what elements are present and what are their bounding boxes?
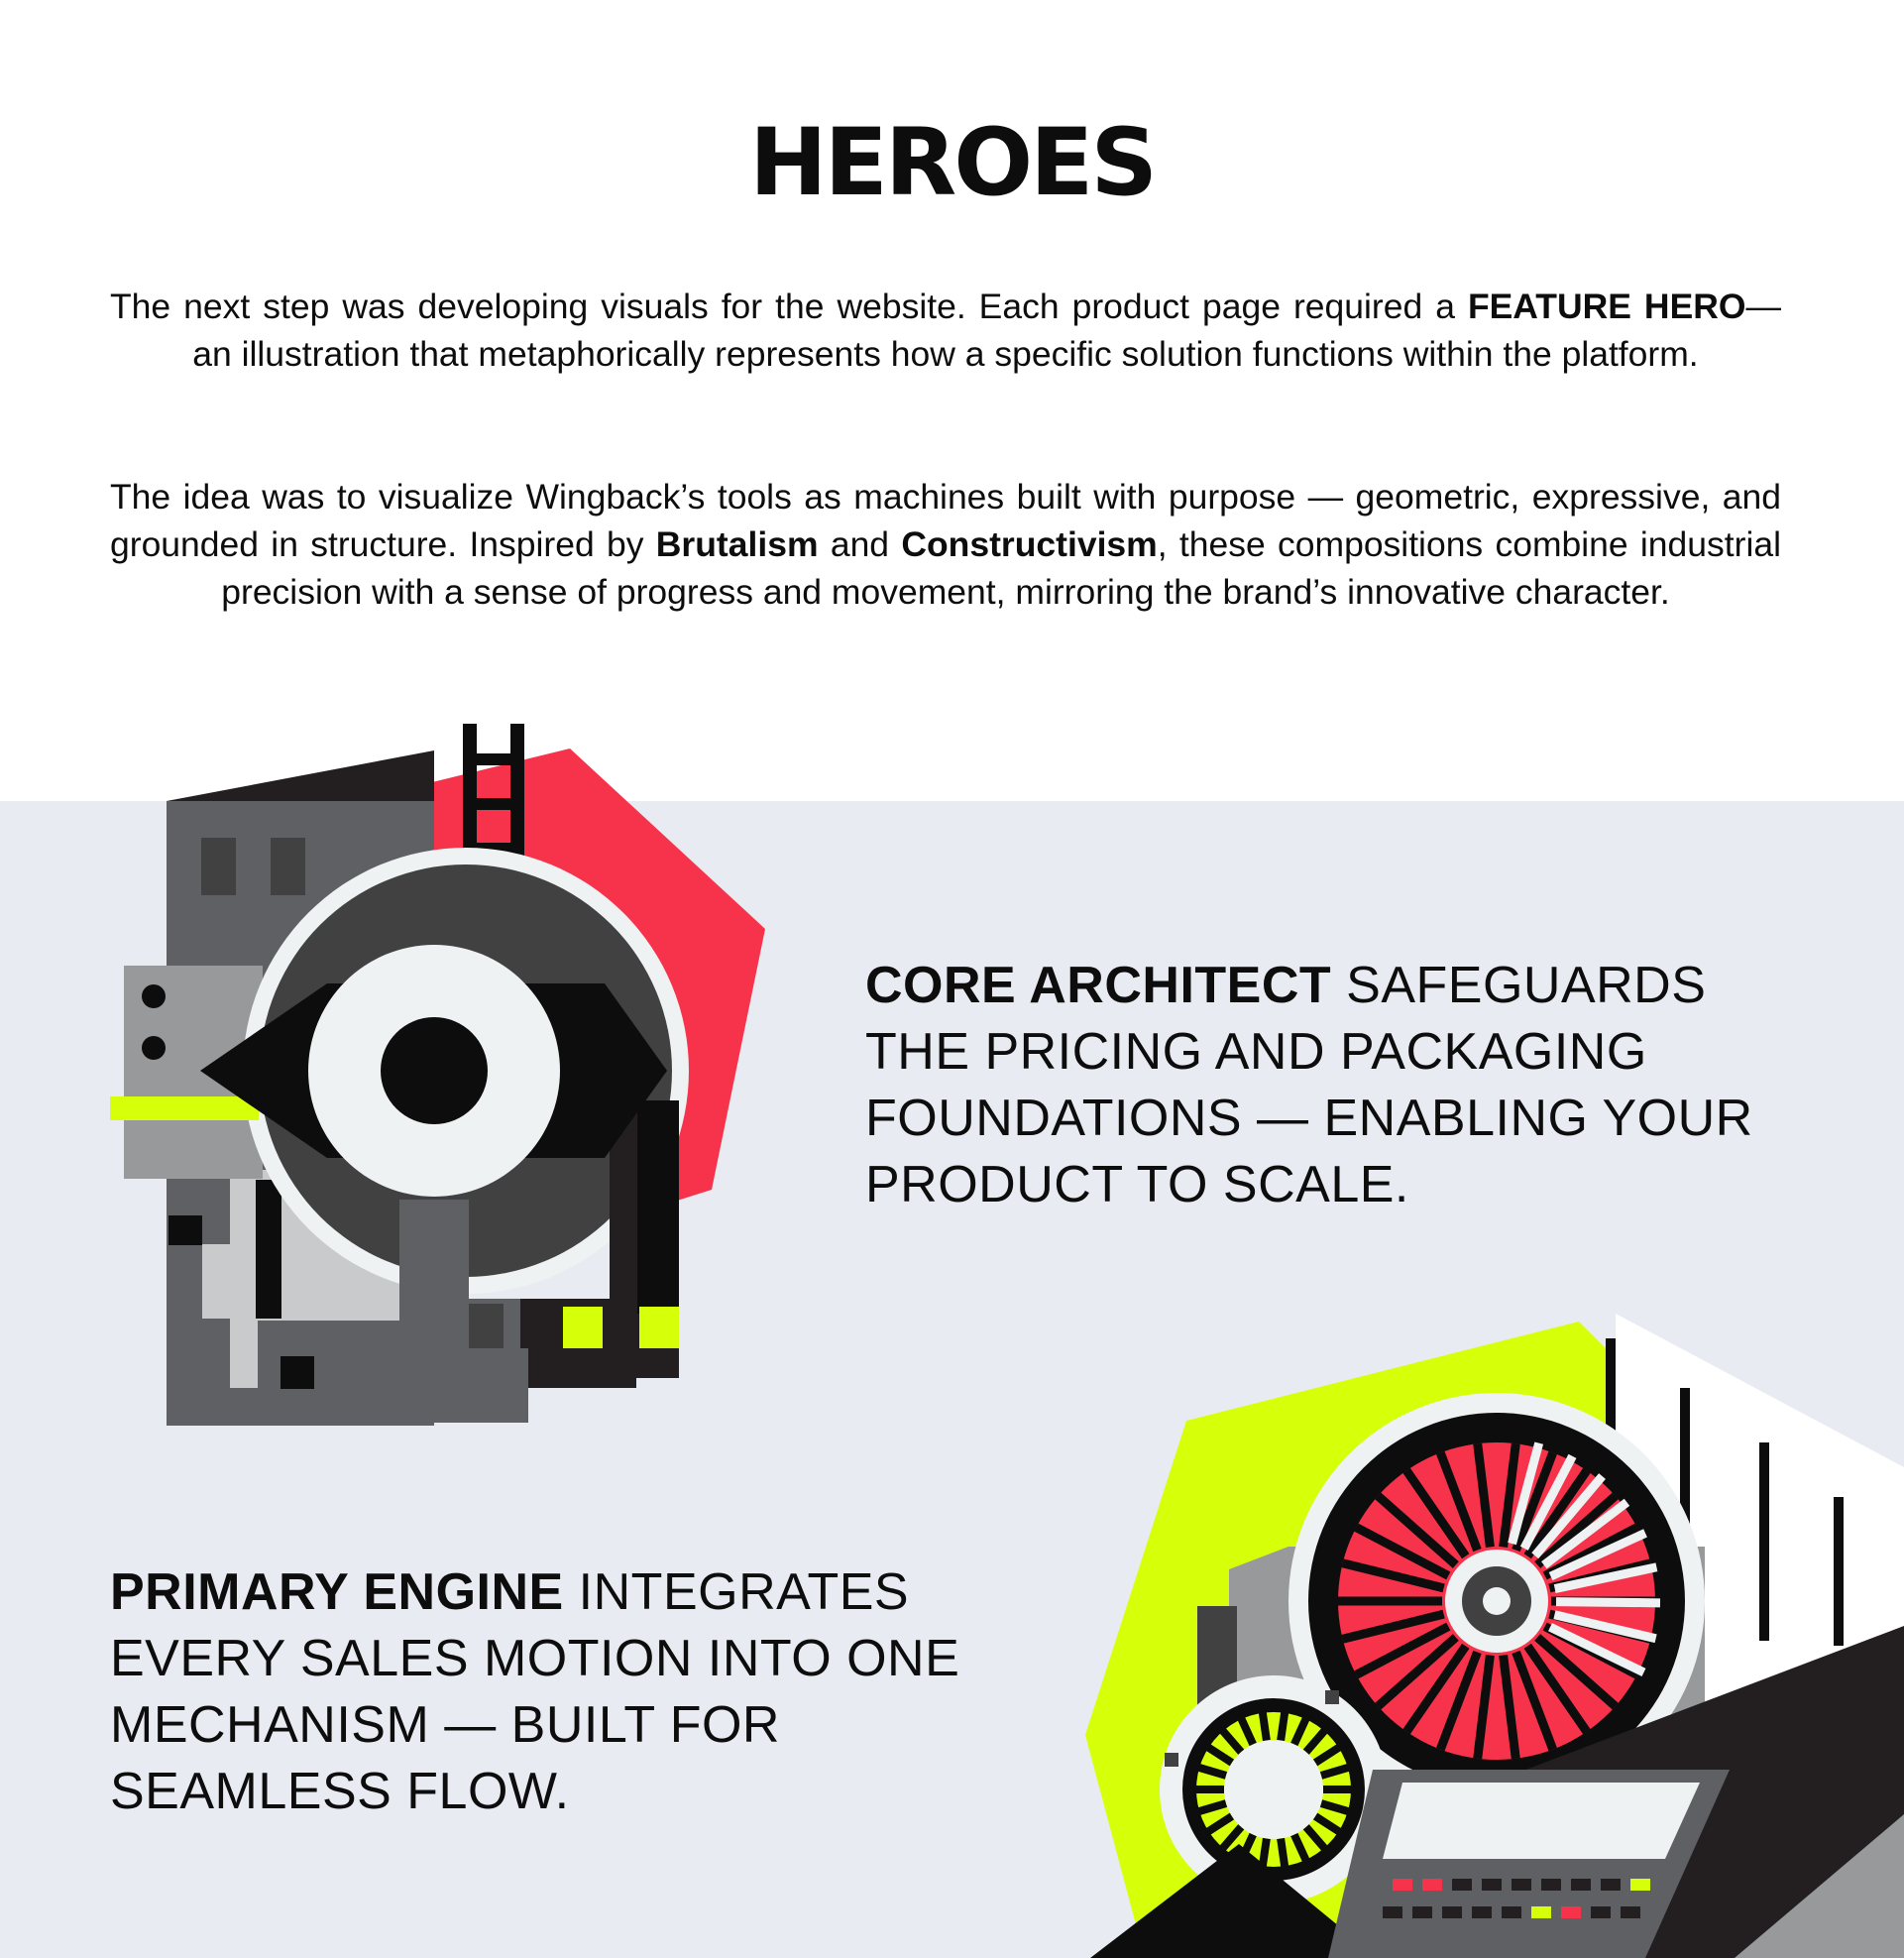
intro-text: — an illustration that metaphorically represents how a specific solution functions within the platform. — [192, 287, 1781, 374]
feature-hero-term: FEATURE HERO — [1467, 287, 1746, 326]
primary-engine-text: INTEGRATES EVERY SALES MOTION INTO ONE MECHANISM — BUILT FOR SEAMLESS FLOW. — [110, 1563, 960, 1820]
intro-text: The next step was developing visuals for the website. Each product page required a — [110, 287, 1468, 326]
constructivism-term: Constructivism — [901, 524, 1158, 564]
intro-text: , these compositions combine industrial precision with a sense of progress and movement, mirroring the brand’s innovative character. — [221, 524, 1781, 612]
page-title: HEROES — [748, 109, 1156, 217]
intro-text: The idea was to visualize Wingback’s tools as machines built with purpose — geometric, expressive, and grounded in structure. Inspired by — [110, 477, 1781, 564]
core-architect-text: SAFEGUARDS THE PRICING AND PACKAGING FOUNDATIONS — ENABLING YOUR PRODUCT TO SCALE. — [865, 957, 1753, 1213]
intro-text: and — [818, 524, 902, 564]
primary-engine-caption — [110, 1559, 1002, 1825]
primary-engine-name: PRIMARY ENGINE — [110, 1563, 564, 1621]
brutalism-term: Brutalism — [655, 524, 819, 564]
core-architect-name: CORE ARCHITECT — [865, 957, 1332, 1014]
